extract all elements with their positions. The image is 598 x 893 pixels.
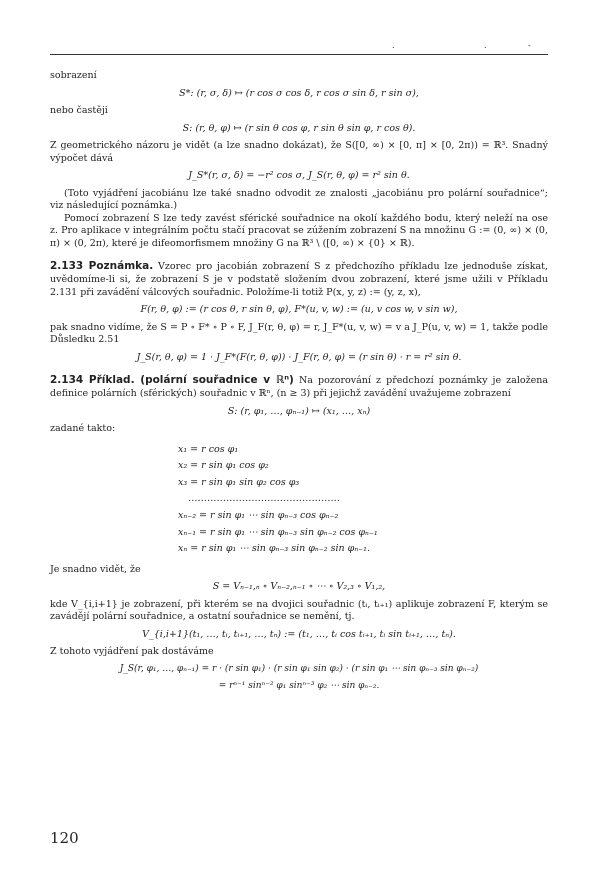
display-equation: = rⁿ⁻¹ sinⁿ⁻² φ₁ sinⁿ⁻³ φ₂ ⋯ sin φₙ₋₂. (218, 680, 380, 691)
display-equation: J_S*(r, σ, δ) = −r² cos σ, J_S(r, θ, φ) = r² sin θ. (188, 170, 410, 182)
running-header (380, 41, 548, 49)
header-mark: . (484, 41, 487, 50)
system-line: x₃ = r sin φ₁ sin φ₂ cos φ₃ (178, 476, 300, 488)
paragraph: (Toto vyjádření jacobiánu lze také snadno odvodit ze znalosti „jacobiánu pro polární souřadnice“; viz následující poznámka.) (50, 187, 548, 212)
example-heading: 2.134 Příklad. (polární souřadnice v ℝⁿ) (50, 374, 294, 387)
system-line: x₁ = r cos φ₁ (178, 443, 239, 455)
display-equation: S*: (r, σ, δ) ↦ (r cos σ cos δ, r cos σ sin δ, r sin σ), (179, 87, 419, 99)
paragraph: Z geometrického názoru je vidět (a lze snadno dokázat), že S([0, ∞) × [0, π] × [0, 2π)) = ℝ³. Snadný výpočet dává (50, 140, 548, 164)
display-equation: V_{i,i+1}(t₁, …, tᵢ, tᵢ₊₁, …, tₙ) := (t₁, …, tᵢ cos tᵢ₊₁, tᵢ sin tᵢ₊₁, …, tₙ). (142, 628, 456, 640)
remark-paragraph (50, 260, 548, 299)
paragraph: pak snadno vidíme, že S = P ∘ F* ∘ P ∘ F, J_F(r, θ, φ) = r, J_F*(u, v, w) = v a J_P(u, v, w) = 1, takže podle Důsledku 2.51 (50, 321, 548, 346)
example-text: Na pozorování z předchozí poznámky je založena definice polárních (sférických) souřadnic v ℝⁿ, (n ≥ 3) při jejichž zavádění uvažujeme zobrazení (50, 375, 548, 400)
paragraph: kde V_{i,i+1} je zobrazení, při kterém se na dvojici souřadnic (tᵢ, tᵢ₊₁) aplikuje zobrazení F, kterým se zavádějí polární souřadnice, a ostatní souřadnice se nemění, tj. (50, 598, 548, 623)
display-equation: S = Vₙ₋₁,ₙ ∘ Vₙ₋₂,ₙ₋₁ ∘ ⋯ ∘ V₂,₃ ∘ V₁,₂, (212, 581, 386, 593)
header-mark: . (392, 41, 395, 50)
paragraph: zadané takto: (50, 423, 116, 435)
system-line: xₙ = r sin φ₁ ⋯ sin φₙ₋₃ sin φₙ₋₂ sin φₙ₋₁. (178, 543, 371, 555)
system-line: xₙ₋₁ = r sin φ₁ ⋯ sin φₙ₋₃ sin φₙ₋₂ cos φₙ₋₁ (178, 526, 378, 538)
remark-text: Vzorec pro jacobián zobrazení S z předchozího příkladu lze jednoduše získat, uvědomíme-li si, že zobrazení S je v podstatě složením dvou zobrazení, které jsme užili v Příkladu 2.131 při zavádění válcových souřadnic. Položíme-li totiž P(x, y, z) := (y, z, x), (50, 261, 548, 298)
example-paragraph (50, 374, 548, 400)
display-equation: S: (r, φ₁, …, φₙ₋₁) ↦ (x₁, …, xₙ) (227, 405, 371, 417)
system-line: x₂ = r sin φ₁ cos φ₂ (178, 460, 269, 472)
header-rule (50, 54, 548, 55)
page-body (50, 70, 548, 698)
page-number: 120 (50, 829, 79, 847)
equation-system (178, 444, 548, 556)
display-equation: S: (r, θ, φ) ↦ (r sin θ cos φ, r sin θ sin φ, r cos θ). (182, 122, 416, 134)
display-equation: F(r, θ, φ) := (r cos θ, r sin θ, φ), F*(u, v, w) := (u, v cos w, v sin w), (140, 304, 458, 316)
remark-heading: 2.133 Poznámka. (50, 260, 154, 273)
display-equation: J_S(r, θ, φ) = 1 · J_F*(F(r, θ, φ)) · J_F(r, θ, φ) = (r sin θ) · r = r² sin θ. (136, 351, 462, 363)
display-equation: J_S(r, φ₁, …, φₙ₋₁) = r · (r sin φ₁) · (r sin φ₁ sin φ₂) · (r sin φ₁ ⋯ sin φₙ₋₃ sin φₙ₋₂) (119, 663, 479, 674)
header-mark: - (528, 41, 531, 50)
paragraph: nebo častěji (50, 105, 108, 117)
paragraph: Pomocí zobrazení S lze tedy zavést sférické souřadnice na okolí každého bodu, který neleží na ose z. Pro aplikace v integrálním počtu stačí pracovat se zúžením zobrazení S na množinu G := (0, ∞) × (0, π) × (0, 2π), které je difeomorfismem množiny G na ℝ³ \ ([0, ∞) × {0} × ℝ). (50, 212, 548, 249)
paragraph: Z tohoto vyjádření pak dostáváme (50, 646, 214, 658)
paragraph: Je snadno vidět, že (50, 563, 141, 575)
paragraph: sobrazení (50, 70, 97, 81)
system-ellipsis: ………………………………………… (188, 493, 340, 505)
system-line: xₙ₋₂ = r sin φ₁ ⋯ sin φₙ₋₃ cos φₙ₋₂ (178, 510, 339, 521)
